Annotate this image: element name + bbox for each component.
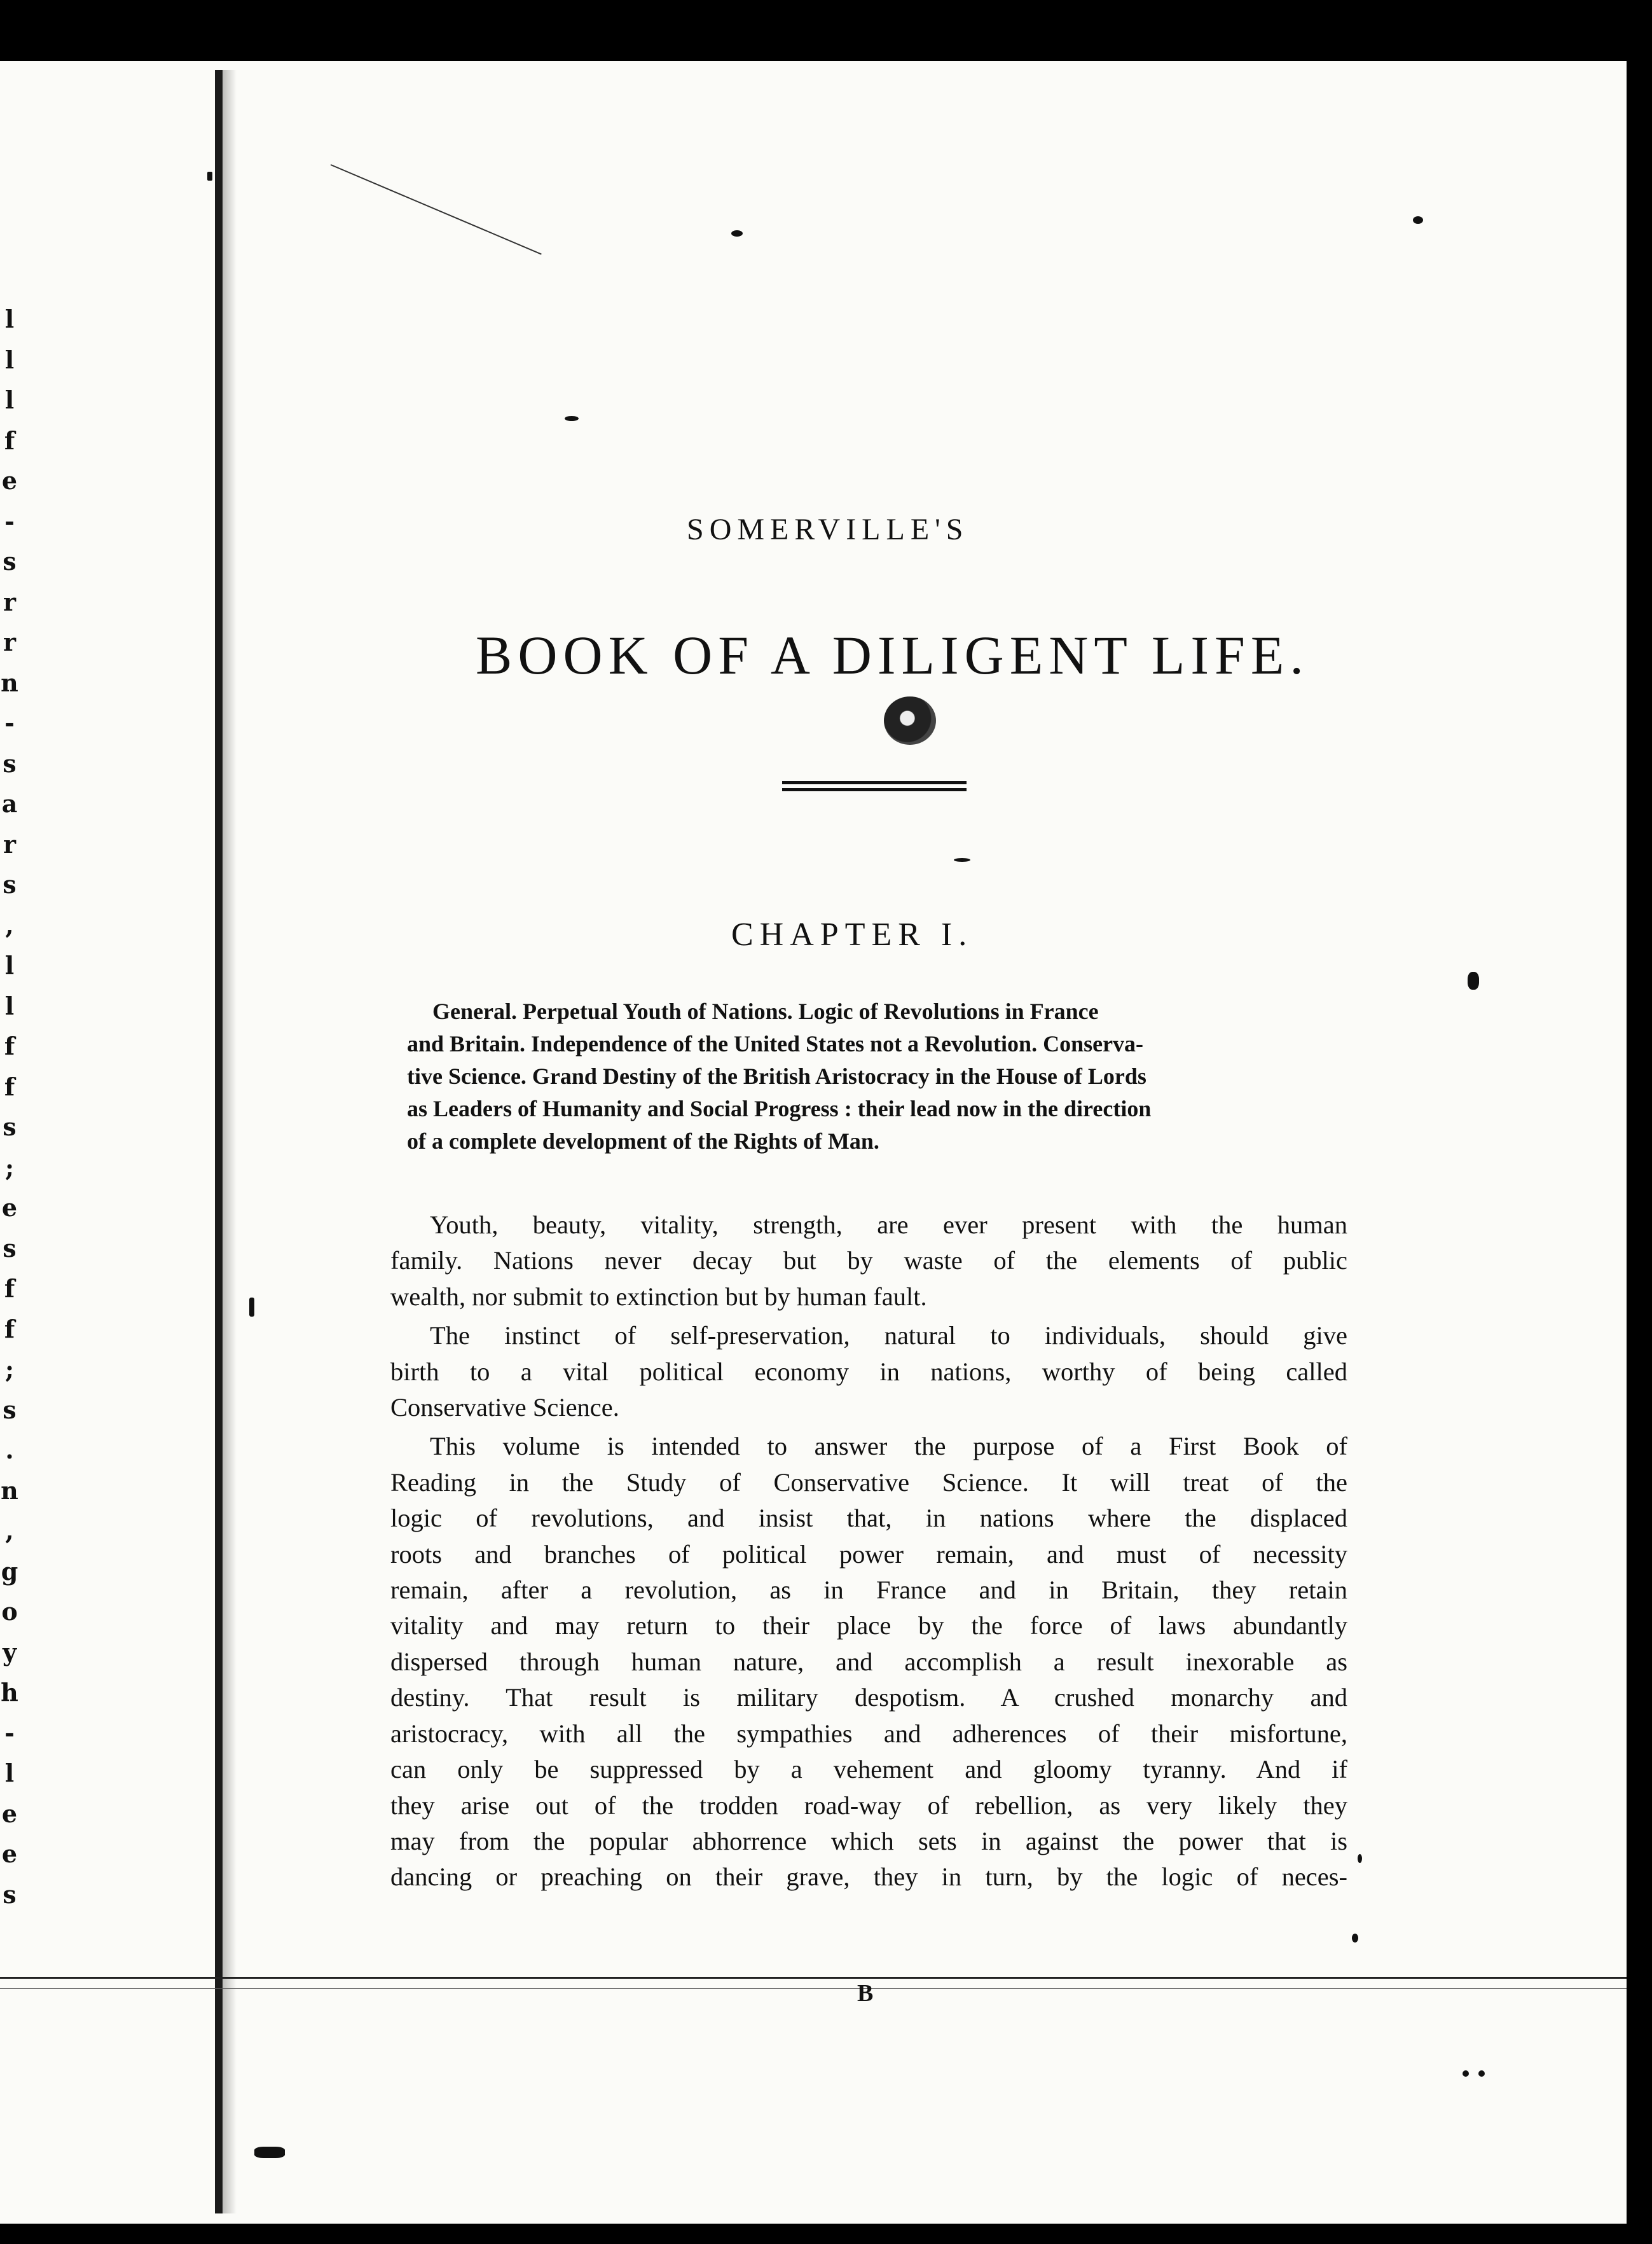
facing-page-fragment: h [1, 1678, 18, 1707]
body-line: remain, after a revolution, as in France and in Britain, they retain [390, 1576, 1347, 1605]
scan-speck [731, 230, 743, 237]
bottom-rule-thin [0, 1988, 1627, 1989]
summary-line: tive Science. Grand Destiny of the British Aristocracy in the House of Lords [407, 1063, 1146, 1089]
facing-page-fragment: l [4, 991, 15, 1020]
body-line: they arise out of the trodden road-way of rebellion, as very likely they [390, 1790, 1347, 1820]
facing-page-fragment: - [4, 709, 15, 737]
facing-page-fragment: o [1, 1597, 18, 1626]
title-divider [782, 781, 967, 794]
facing-page-fragment: y [2, 1637, 17, 1666]
summary-line: as Leaders of Humanity and Social Progress : their lead now in the direction [407, 1096, 1152, 1121]
body-line: dispersed through human nature, and accomplish a result inexorable as [390, 1647, 1347, 1676]
summary-line: and Britain. Independence of the United States not a Revolution. Conserva- [407, 1031, 1144, 1056]
facing-page-fragment: f [4, 1072, 15, 1101]
scan-speck [1478, 2070, 1485, 2077]
facing-page-fragment: , [5, 910, 14, 939]
scan-speck [249, 1298, 254, 1317]
facing-page-fragment: a [1, 789, 18, 818]
gutter-shadow [223, 70, 237, 2213]
body-line: Conservative Science. [390, 1393, 619, 1422]
body-text [390, 1207, 1347, 1899]
body-line: This volume is intended to answer the purpose of a First Book of [430, 1432, 1347, 1461]
facing-page-fragment: . [5, 1436, 14, 1464]
facing-page-fragment: ; [4, 1355, 15, 1383]
scan-speck [954, 858, 970, 862]
facing-page-fragment: s [3, 1233, 17, 1263]
facing-page-fragment: s [3, 547, 17, 576]
body-line: can only be suppressed by a vehement and gloomy tyranny. And if [390, 1755, 1347, 1784]
body-line: logic of revolutions, and insist that, in nations where the displaced [390, 1504, 1347, 1533]
body-line: may from the popular abhorrence which sets in against the power that is [390, 1826, 1347, 1855]
body-line: family. Nations never decay but by waste of the elements of public [390, 1246, 1347, 1275]
facing-page-fragment: - [4, 506, 15, 536]
chapter-summary [407, 995, 1351, 1158]
summary-line: of a complete development of the Rights of Man. [407, 1128, 879, 1154]
body-line: The instinct of self-preservation, natural to individuals, should give [430, 1321, 1347, 1350]
scan-speck [254, 2147, 285, 2158]
body-line: dancing or preaching on their grave, they in turn, by the logic of neces- [390, 1862, 1347, 1892]
facing-page-fragment: r [3, 829, 17, 859]
paragraph [390, 1207, 1347, 1315]
body-line: vitality and may return to their place by the force of laws abundantly [390, 1611, 1347, 1640]
facing-page-fragment: n [1, 668, 18, 697]
scan-speck [1413, 216, 1423, 224]
facing-page-edge [0, 299, 19, 1915]
scan-speck [1352, 1934, 1358, 1943]
scan-speck [207, 172, 212, 181]
signature-mark: B [857, 1980, 874, 2007]
running-title: SOMERVILLE'S [687, 513, 969, 546]
facing-page-fragment: s [3, 870, 17, 899]
summary-line: General. Perpetual Youth of Nations. Logic of Revolutions in France [432, 999, 1099, 1024]
body-line: destiny. That result is military despotism. A crushed monarchy and [390, 1683, 1347, 1712]
chapter-heading: CHAPTER I. [731, 917, 974, 953]
facing-page-fragment: e [1, 1193, 18, 1222]
scan-speck [1463, 2070, 1469, 2077]
body-line: Youth, beauty, vitality, strength, are ever present with the human [430, 1210, 1347, 1239]
body-line: aristocracy, with all the sympathies and adherences of their misfortune, [390, 1719, 1347, 1748]
facing-page-fragment: r [3, 587, 17, 616]
body-line: Reading in the Study of Conservative Science. It will treat of the [390, 1467, 1347, 1497]
facing-page-fragment: s [3, 749, 17, 778]
facing-page-fragment: g [1, 1556, 18, 1586]
facing-page-fragment: f [4, 1274, 15, 1303]
binding-gutter [215, 70, 223, 2213]
facing-page-fragment: e [1, 1839, 18, 1868]
body-line: roots and branches of political power remain, and must of necessity [390, 1539, 1347, 1569]
facing-page-fragment: e [1, 466, 18, 495]
facing-page-fragment: r [3, 628, 17, 656]
facing-page-fragment: l [4, 345, 15, 374]
ornament-icon [884, 696, 936, 745]
facing-page-fragment: s [3, 1395, 17, 1424]
scan-speck [1358, 1854, 1362, 1863]
facing-page-fragment: ; [4, 1153, 15, 1182]
paragraph [390, 1429, 1347, 1895]
facing-page-fragment: e [1, 1799, 18, 1828]
scan-speck [565, 416, 579, 421]
facing-page-fragment: l [4, 951, 15, 980]
facing-page-fragment: l [4, 305, 15, 333]
facing-page-fragment: s [3, 1112, 17, 1141]
facing-page-fragment: l [4, 385, 15, 414]
facing-page-fragment: f [4, 1314, 15, 1343]
bottom-rule [0, 1977, 1627, 1979]
facing-page-fragment: f [4, 1032, 15, 1060]
facing-page-fragment: l [4, 1759, 15, 1787]
body-line: birth to a vital political economy in nations, worthy of being called [390, 1357, 1347, 1386]
facing-page-fragment: s [3, 1880, 17, 1909]
facing-page-fragment: , [5, 1516, 14, 1545]
facing-page-fragment: - [4, 1718, 15, 1747]
scan-speck [1468, 972, 1479, 990]
body-line: wealth, nor submit to extinction but by human fault. [390, 1282, 927, 1311]
main-title: BOOK OF A DILIGENT LIFE. [476, 625, 1309, 686]
facing-page-fragment: n [1, 1476, 18, 1505]
facing-page-fragment: f [4, 426, 15, 455]
paragraph [390, 1318, 1347, 1425]
